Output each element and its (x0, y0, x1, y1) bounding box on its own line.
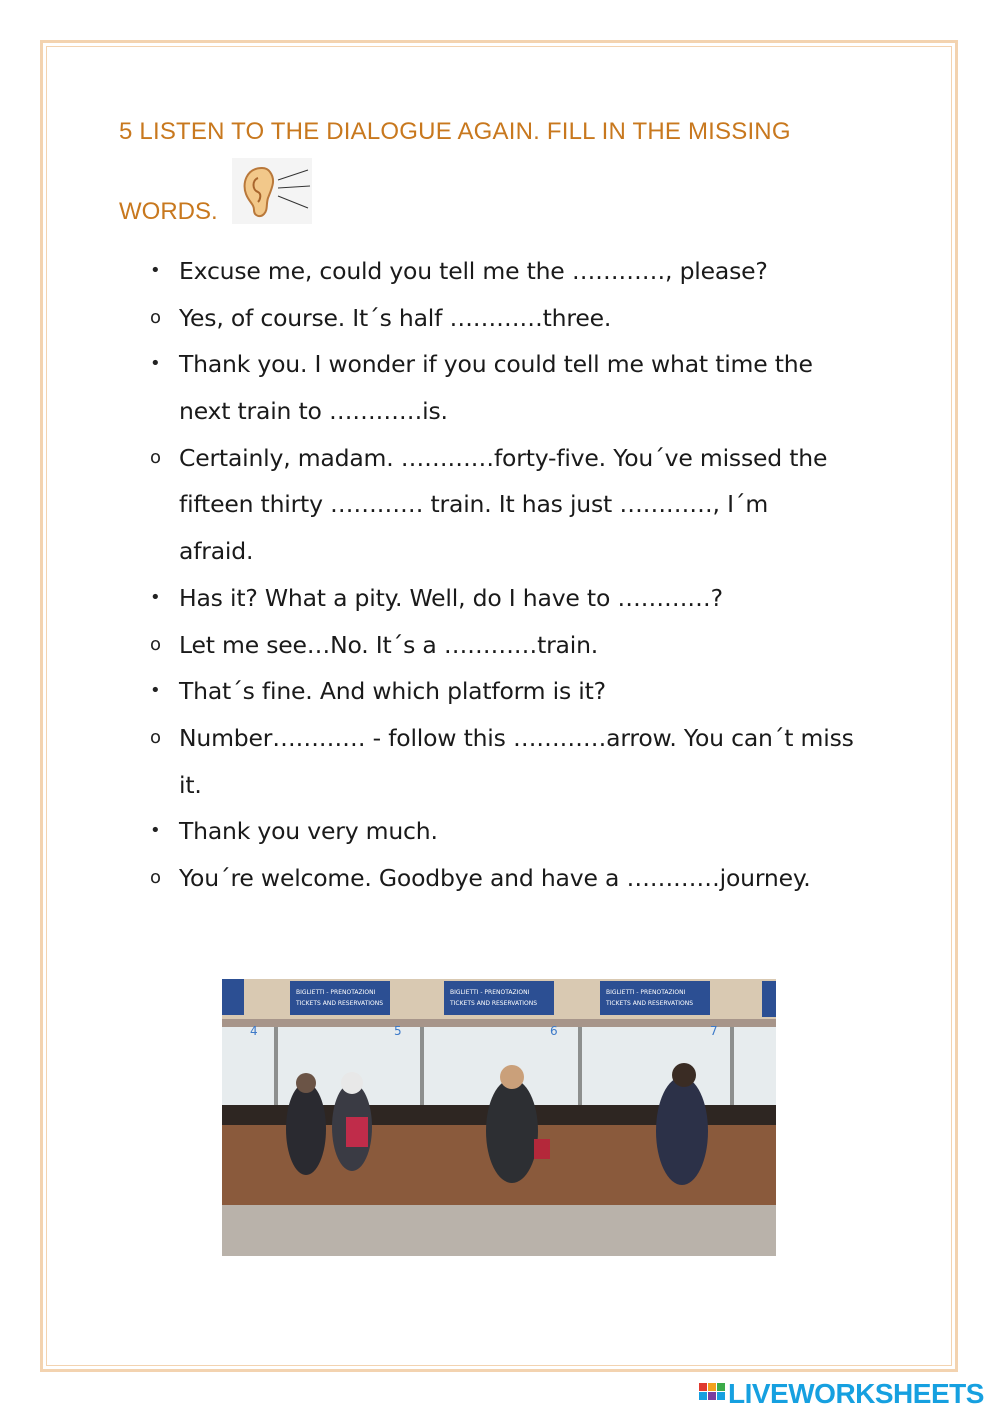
bullet-marker: • (150, 353, 161, 375)
dialogue-line (150, 248, 890, 295)
window-number: 7 (710, 1024, 718, 1038)
dialogue-line (150, 622, 890, 669)
dialogue-lines (150, 248, 890, 902)
window-number: 4 (250, 1024, 258, 1038)
dialogue-line (150, 575, 890, 622)
dialogue-line (150, 388, 890, 435)
dialogue-line (150, 808, 890, 855)
liveworksheets-logo (698, 1377, 994, 1411)
dialogue-text: next train to …………is. (179, 397, 448, 426)
dialogue-text: Thank you very much. (179, 817, 438, 846)
bullet-marker: o (150, 866, 161, 888)
bullet-marker: o (150, 306, 161, 328)
dialogue-line (150, 762, 890, 809)
dialogue-line (150, 668, 890, 715)
dialogue-text: Thank you. I wonder if you could tell me what time the (179, 350, 813, 379)
bullet-marker: • (150, 820, 161, 842)
ticket-sign-line1: BIGLIETTI - PRENOTAZIONI (296, 989, 376, 996)
dialogue-text: Number………… - follow this …………arrow. You can´t miss (179, 723, 854, 752)
ticket-sign-line2: TICKETS AND RESERVATIONS (450, 1000, 538, 1007)
window-number: 6 (550, 1024, 558, 1038)
logo-text: LIVEWORKSHEETS (728, 1378, 984, 1409)
bullet-marker: o (150, 633, 161, 655)
dialogue-text: You´re welcome. Goodbye and have a …………journey. (179, 863, 811, 892)
dialogue-text: Certainly, madam. …………forty-five. You´ve missed the (179, 443, 828, 472)
dialogue-text: it. (179, 770, 202, 799)
dialogue-text: That´s fine. And which platform is it? (179, 677, 606, 706)
dialogue-line (150, 855, 890, 902)
dialogue-line (150, 528, 890, 575)
ticket-sign-line1: BIGLIETTI - PRENOTAZIONI (450, 989, 530, 996)
dialogue-text: Let me see…No. It´s a …………train. (179, 630, 599, 659)
bullet-marker: • (150, 680, 161, 702)
dialogue-text: Excuse me, could you tell me the …………, please? (179, 257, 768, 285)
dialogue-text: Yes, of course. It´s half …………three. (179, 303, 612, 332)
exercise-heading-continued: WORDS. (119, 198, 218, 225)
bullet-marker: o (150, 726, 161, 748)
bullet-marker: • (150, 586, 161, 608)
dialogue-line (150, 481, 890, 528)
bullet-marker: • (150, 260, 161, 281)
dialogue-line (150, 295, 890, 342)
ticket-sign-line2: TICKETS AND RESERVATIONS (606, 1000, 694, 1007)
dialogue-line (150, 435, 890, 482)
ear-listening-icon (232, 158, 312, 224)
dialogue-text: Has it? What a pity. Well, do I have to …………? (179, 583, 723, 612)
ticket-sign-line2: TICKETS AND RESERVATIONS (296, 1000, 384, 1007)
dialogue-text: afraid. (179, 537, 254, 566)
ticket-sign-line1: BIGLIETTI - PRENOTAZIONI (606, 989, 686, 996)
exercise-heading: 5 LISTEN TO THE DIALOGUE AGAIN. FILL IN THE MISSING (119, 118, 791, 145)
dialogue-text: fifteen thirty ………… train. It has just …………, I´m (179, 490, 769, 519)
dialogue-line (150, 341, 890, 388)
window-number: 5 (394, 1024, 402, 1038)
dialogue-line (150, 715, 890, 762)
ticket-office-photo (222, 979, 776, 1256)
bullet-marker: o (150, 446, 161, 468)
